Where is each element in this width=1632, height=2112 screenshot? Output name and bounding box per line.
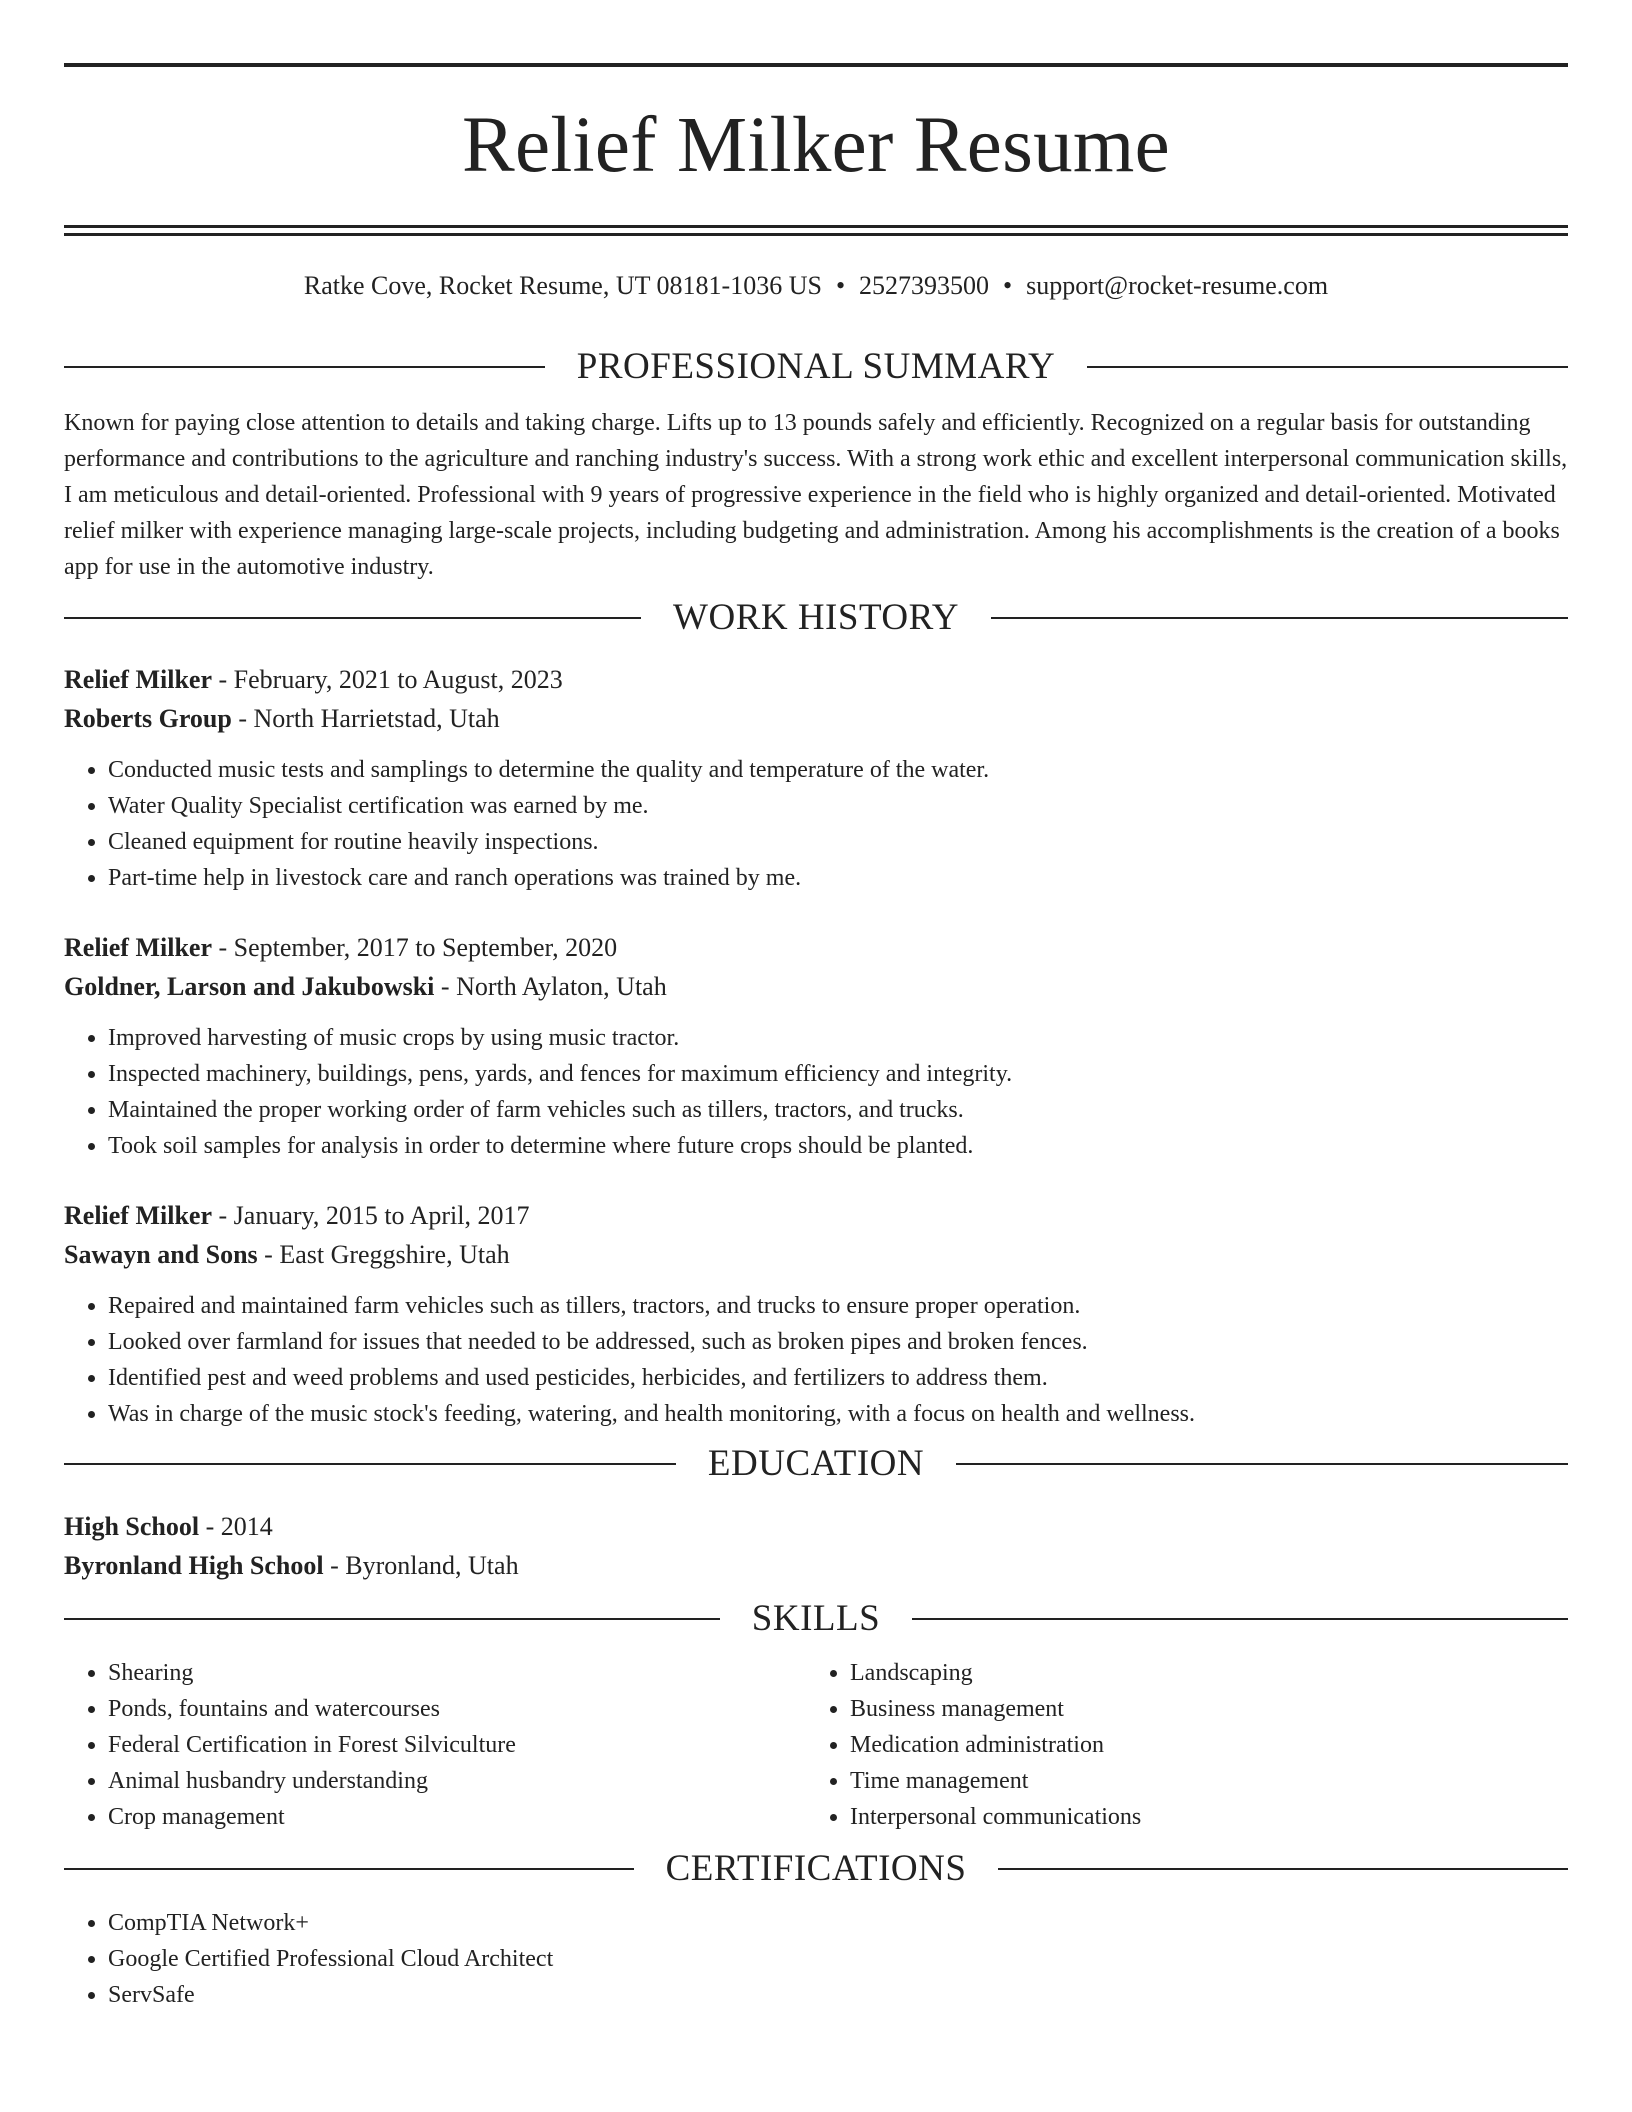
skill-item: • Landscaping xyxy=(850,1655,1548,1691)
summary-text: Known for paying close attention to details and taking charge. Lifts up to 13 pounds safely and efficiently. Recognized on a regular basis for outstanding performance and contributions to the agriculture and ranching industry's success. With a strong work ethic and excellent interpersonal communication skills, I am meticulous and detail-oriented. Professional with 9 years of progressive experience in the field who is highly organized and detail-oriented. Motivated relief milker with experience managing large-scale projects, including budgeting and administration. Among his accomplishments is the creation of a books app for use in the automotive industry. xyxy=(64,410,1568,580)
contact-phone: 2527393500 xyxy=(859,271,990,300)
heading-rule xyxy=(64,1463,676,1465)
resume-title: Relief Milker Resume xyxy=(461,102,1171,189)
job-title: Relief Milker xyxy=(64,1201,212,1230)
contact-separator: • xyxy=(835,271,846,300)
contact-line xyxy=(64,270,1568,302)
section-heading-skills xyxy=(64,1599,1568,1639)
section-heading-summary xyxy=(64,347,1568,387)
job-place-line xyxy=(64,699,1568,738)
job-entry xyxy=(64,928,1568,1164)
skill-item: • Animal husbandry understanding xyxy=(108,1763,806,1799)
job-place-line xyxy=(64,1235,1568,1274)
job-entry xyxy=(64,1196,1568,1432)
education-location: - Byronland, Utah xyxy=(323,1551,519,1580)
job-place-line xyxy=(64,967,1568,1006)
contact-address: Ratke Cove, Rocket Resume, UT 08181-1036 US xyxy=(303,271,822,300)
skill-item: • Shearing xyxy=(108,1655,806,1691)
job-bullet: • Cleaned equipment for routine heavily inspections. xyxy=(108,824,1568,860)
heading-rule xyxy=(64,617,641,619)
education-degree-line xyxy=(64,1507,1568,1546)
job-dates: - January, 2015 to April, 2017 xyxy=(212,1201,530,1230)
certification-item: • ServSafe xyxy=(108,1977,1568,2013)
job-bullet: • Was in charge of the music stock's feeding, watering, and health monitoring, with a focus on health and wellness. xyxy=(108,1396,1568,1432)
section-heading-certifications xyxy=(64,1849,1568,1889)
title-double-rule xyxy=(64,225,1568,236)
certification-item: • Google Certified Professional Cloud Architect xyxy=(108,1941,1568,1977)
job-bullet: • Identified pest and weed problems and used pesticides, herbicides, and fertilizers to address them. xyxy=(108,1360,1568,1396)
job-bullet: • Water Quality Specialist certification was earned by me. xyxy=(108,788,1568,824)
skill-item: • Crop management xyxy=(108,1799,806,1835)
education-year: - 2014 xyxy=(199,1512,273,1541)
skill-item: • Interpersonal communications xyxy=(850,1799,1548,1835)
section-heading-work xyxy=(64,598,1568,638)
job-bullets xyxy=(64,752,1568,896)
certifications-list xyxy=(64,1905,1568,2013)
job-bullet: • Looked over farmland for issues that needed to be addressed, such as broken pipes and broken fences. xyxy=(108,1324,1568,1360)
heading-rule xyxy=(912,1618,1568,1620)
skill-item: • Federal Certification in Forest Silviculture xyxy=(108,1727,806,1763)
section-label: PROFESSIONAL SUMMARY xyxy=(576,346,1056,387)
job-title-line xyxy=(64,928,1568,967)
contact-separator: • xyxy=(1003,271,1013,300)
section-label: EDUCATION xyxy=(707,1443,925,1484)
job-entry xyxy=(64,660,1568,896)
job-location: - North Harrietstad, Utah xyxy=(231,704,500,733)
section-label: WORK HISTORY xyxy=(673,597,959,638)
heading-rule xyxy=(64,1868,634,1870)
job-bullet: • Took soil samples for analysis in order to determine where future crops should be planted. xyxy=(108,1128,1568,1164)
heading-rule xyxy=(1087,366,1568,368)
skill-item: • Time management xyxy=(850,1763,1548,1799)
job-bullet: • Conducted music tests and samplings to determine the quality and temperature of the water. xyxy=(108,752,1568,788)
job-company: Goldner, Larson and Jakubowski xyxy=(64,972,435,1001)
job-bullet: • Part-time help in livestock care and ranch operations was trained by me. xyxy=(108,860,1568,896)
education-school: Byronland High School xyxy=(64,1551,324,1580)
job-location: - North Aylaton, Utah xyxy=(434,972,667,1001)
certification-item: • CompTIA Network+ xyxy=(108,1905,1568,1941)
section-label: CERTIFICATIONS xyxy=(665,1848,967,1889)
heading-rule xyxy=(64,1618,720,1620)
section-heading-education xyxy=(64,1444,1568,1484)
skill-item: • Medication administration xyxy=(850,1727,1548,1763)
job-title: Relief Milker xyxy=(64,933,212,962)
skills-list-right xyxy=(806,1655,1548,1835)
skill-item: • Ponds, fountains and watercourses xyxy=(108,1691,806,1727)
job-title: Relief Milker xyxy=(64,665,212,694)
heading-rule xyxy=(64,366,545,368)
education-entry xyxy=(64,1507,1568,1585)
job-bullet: • Maintained the proper working order of farm vehicles such as tillers, tractors, and trucks. xyxy=(108,1092,1568,1128)
heading-rule xyxy=(956,1463,1568,1465)
job-location: - East Greggshire, Utah xyxy=(257,1240,510,1269)
skills-list-left xyxy=(64,1655,806,1835)
education-school-line xyxy=(64,1546,1568,1585)
skill-item: • Business management xyxy=(850,1691,1548,1727)
contact-email: support@rocket-resume.com xyxy=(1026,271,1329,300)
job-dates: - February, 2021 to August, 2023 xyxy=(212,665,563,694)
skills-grid xyxy=(64,1655,1568,1835)
job-bullet: • Inspected machinery, buildings, pens, yards, and fences for maximum efficiency and integrity. xyxy=(108,1056,1568,1092)
heading-rule xyxy=(998,1868,1568,1870)
top-rule xyxy=(64,63,1568,67)
job-bullets xyxy=(64,1288,1568,1432)
section-label: SKILLS xyxy=(751,1598,881,1639)
job-title-line xyxy=(64,1196,1568,1235)
job-bullets xyxy=(64,1020,1568,1164)
heading-rule xyxy=(991,617,1568,619)
education-degree: High School xyxy=(64,1512,200,1541)
job-company: Roberts Group xyxy=(64,704,232,733)
job-title-line xyxy=(64,660,1568,699)
job-company: Sawayn and Sons xyxy=(64,1240,258,1269)
job-bullet: • Repaired and maintained farm vehicles such as tillers, tractors, and trucks to ensure proper operation. xyxy=(108,1288,1568,1324)
job-dates: - September, 2017 to September, 2020 xyxy=(212,933,618,962)
job-bullet: • Improved harvesting of music crops by using music tractor. xyxy=(108,1020,1568,1056)
